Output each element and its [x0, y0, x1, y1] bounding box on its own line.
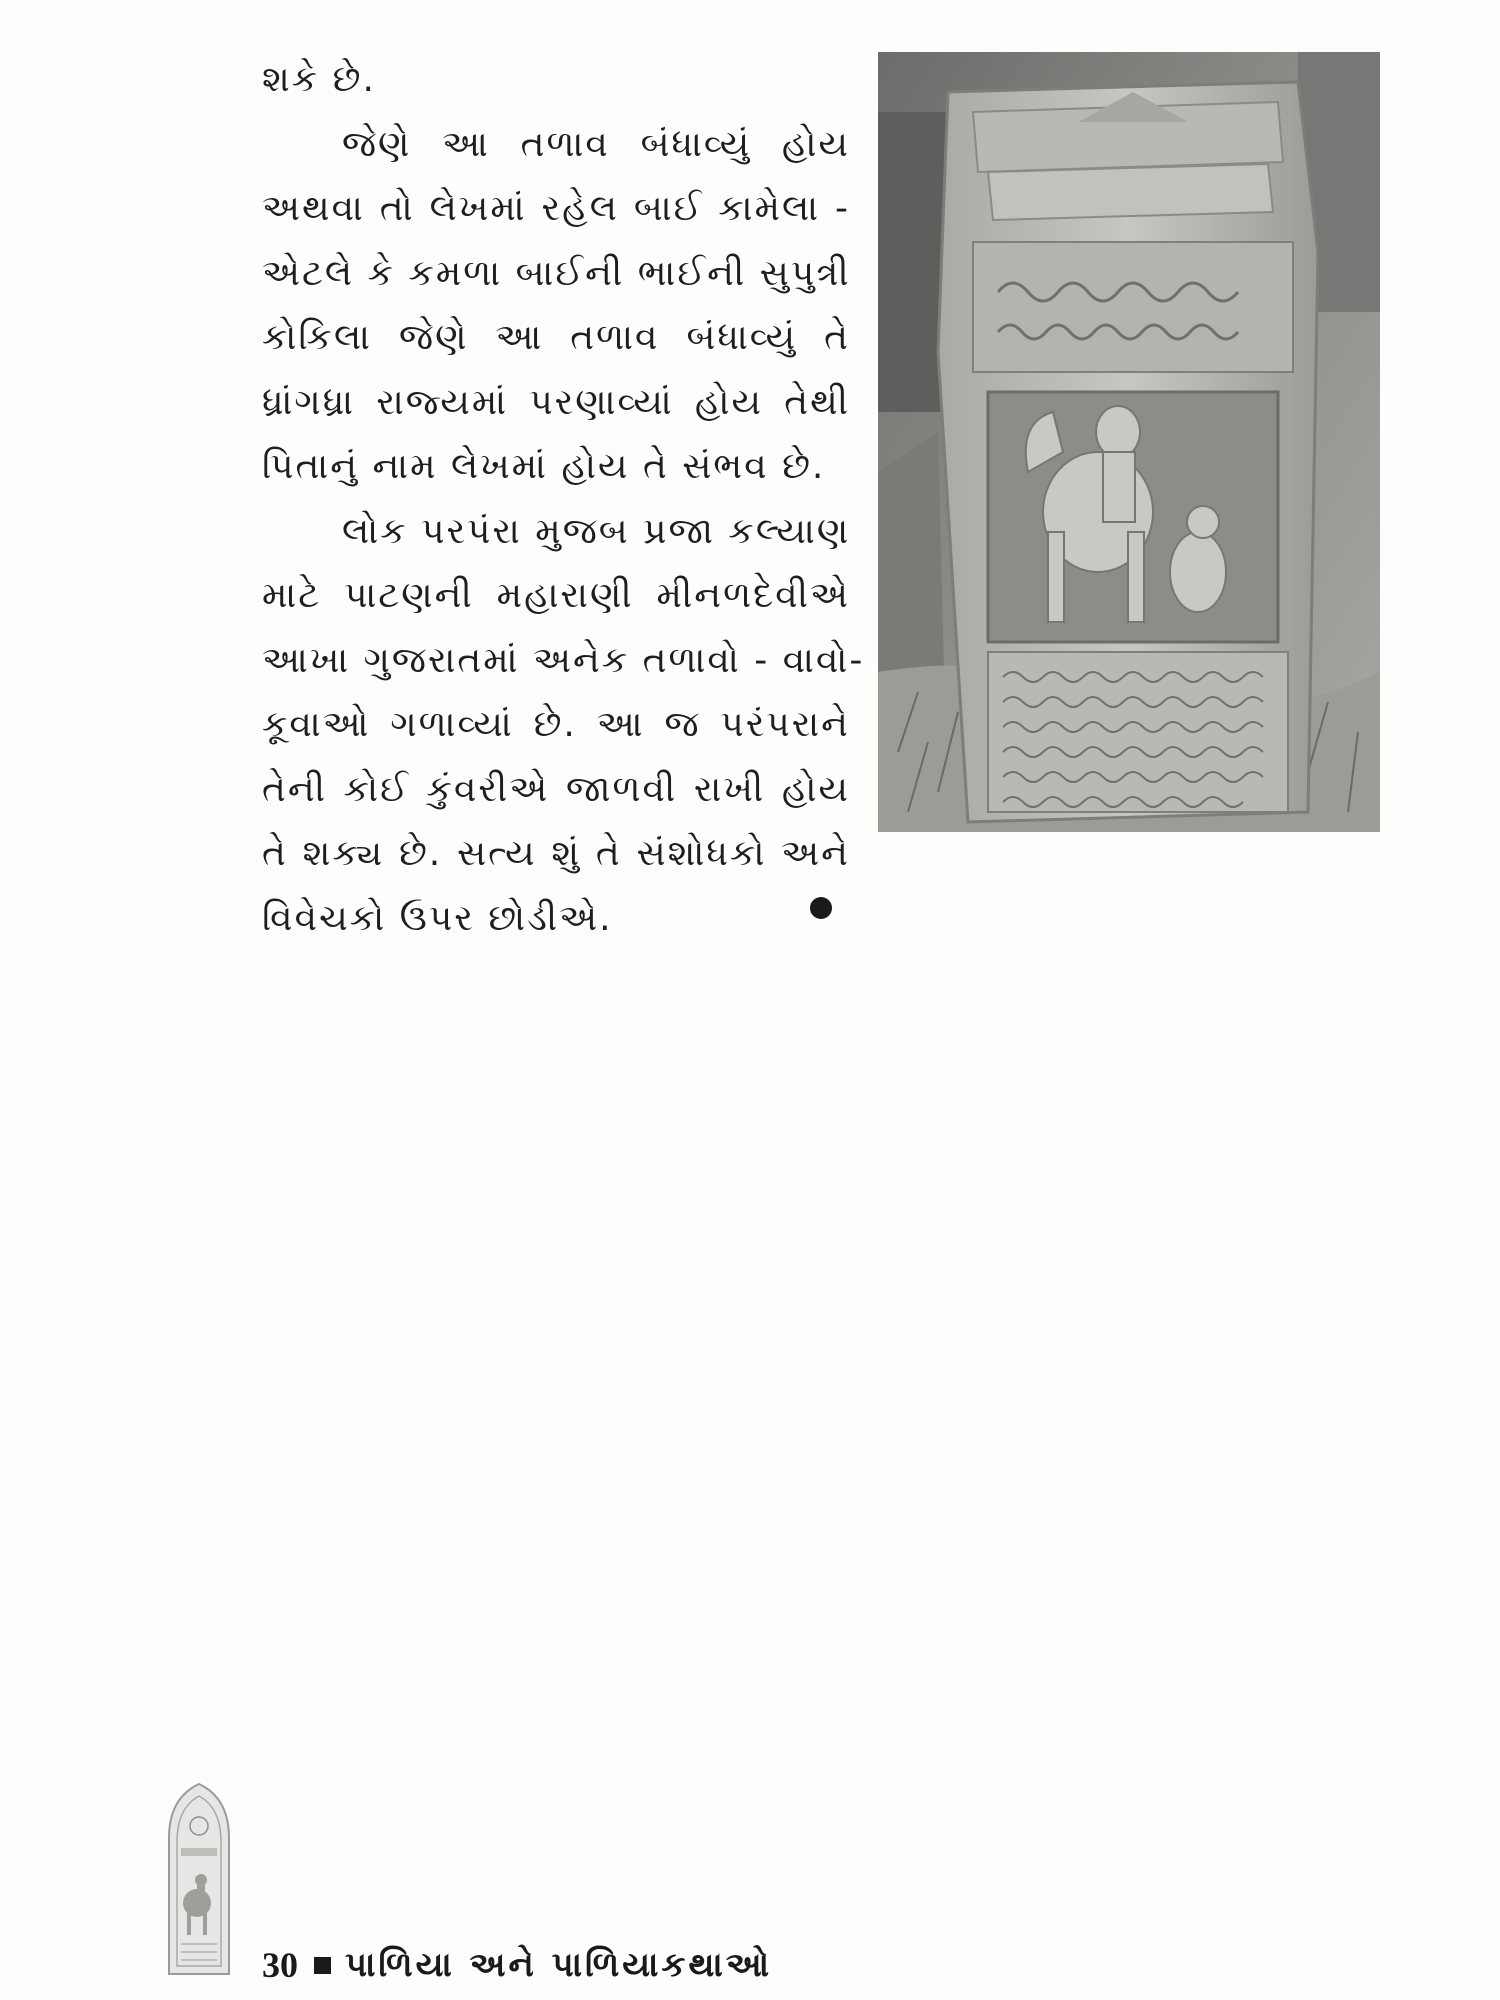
section-end-dot: [810, 897, 832, 919]
body-text: [262, 48, 865, 951]
text-line: વિવેચકો ઉપર છોડીએ.: [262, 897, 613, 939]
text-line: જેણે આ તળાવ બંધાવ્યું હોય: [342, 123, 850, 165]
text-line: ધ્રાંગધ્રા રાજ્યમાં પરણાવ્યાં હોય તેથી: [262, 381, 850, 423]
page-number: 30: [262, 1945, 298, 1985]
text-line: આખા ગુજરાતમાં અનેક તળાવો - વાવો-: [262, 639, 865, 681]
text-line: અથવા તો લેખમાં રહેલ બાઈ કામેલા -: [262, 188, 850, 229]
paliya-stone-photo: [878, 52, 1380, 832]
paragraph: [262, 500, 865, 952]
text-line: કોકિલા જેણે આ તળાવ બંધાવ્યું તે: [262, 317, 850, 358]
text-line: શકે છે.: [262, 59, 376, 100]
book-title: પાળિયા અને પાળિયાકથાઓ: [345, 1945, 773, 1985]
text-line: એટલે કે કમળા બાઈની ભાઈની સુપુત્રી: [262, 252, 851, 294]
page-footer: [262, 1938, 772, 1992]
text-line: માટે પાટણની મહારાણી મીનળદેવીએ: [262, 575, 850, 616]
text-line: પિતાનું નામ લેખમાં હોય તે સંભવ છે.: [262, 446, 826, 487]
square-separator-icon: [314, 1957, 331, 1974]
text-line: તેની કોઈ કુંવરીએ જાળવી રાખી હોય: [262, 768, 850, 810]
text-line: તે શક્ય છે. સત્ય શું તે સંશોધકો અને: [262, 833, 850, 874]
text-line: લોક પરપંરા મુજબ પ્રજા કલ્યાણ: [342, 510, 851, 552]
paragraph: [262, 113, 850, 500]
paliya-emblem-icon: [163, 1778, 235, 1978]
text-line: કૂવાઓ ગળાવ્યાં છે. આ જ પરંપરાને: [262, 704, 850, 745]
paragraph: [262, 48, 850, 113]
